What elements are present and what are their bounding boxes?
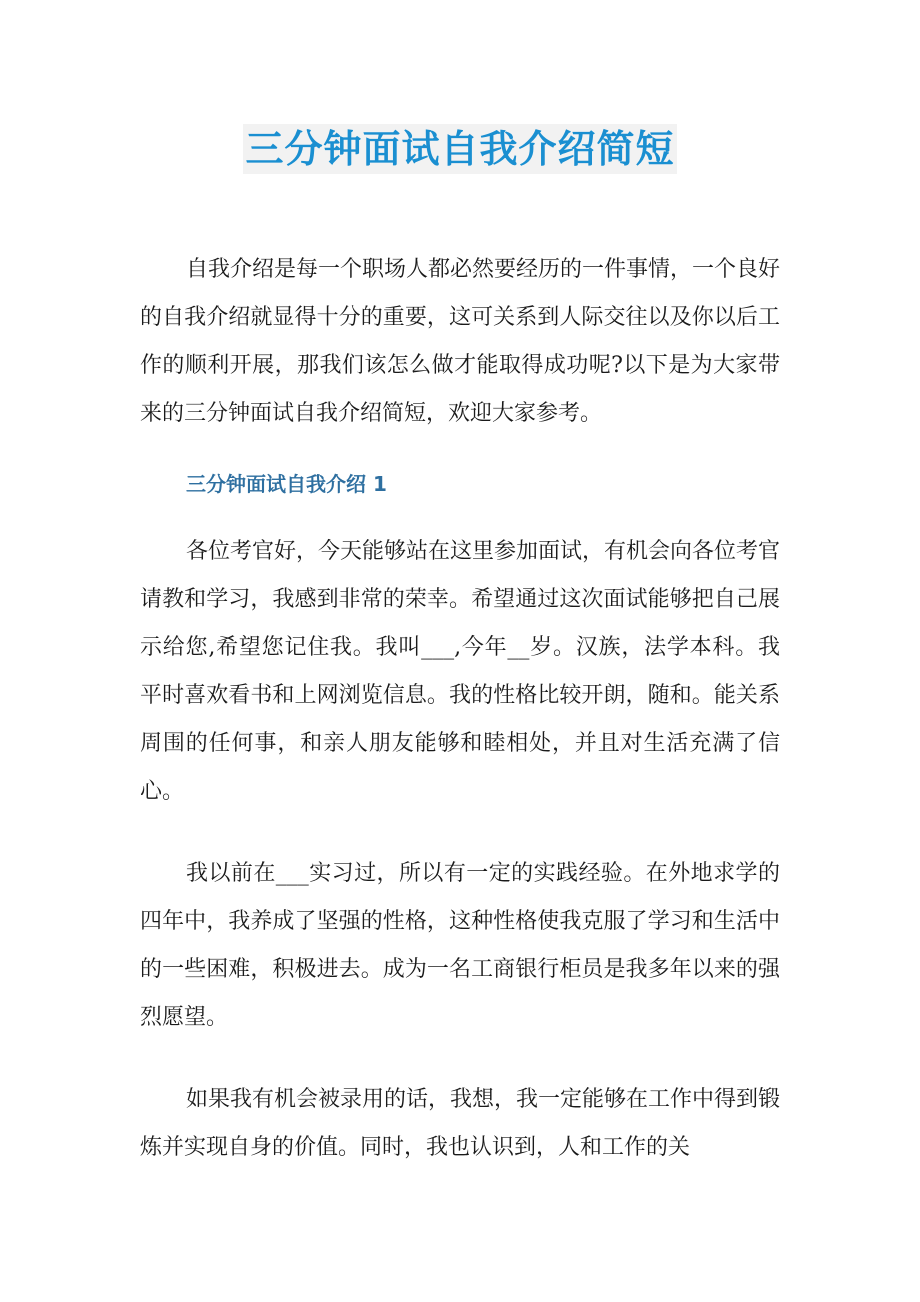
title-container: [0, 124, 920, 174]
document-body: [140, 246, 780, 1206]
intro-paragraph: 自我介绍是每一个职场人都必然要经历的一件事情，一个良好的自我介绍就显得十分的重要，这可关系到人际交往以及你以后工作的顺利开展，那我们该怎么做才能取得成功呢?以下是为大家带来的三分钟面试自我介绍简短，欢迎大家参考。: [140, 257, 781, 426]
body-paragraph-3: 如果我有机会被录用的话，我想，我一定能够在工作中得到锻炼并实现自身的价值。同时，我也认识到，人和工作的关: [140, 1087, 781, 1160]
page-title: 三分钟面试自我介绍简短: [243, 124, 676, 174]
body-paragraph-1: 各位考官好，今天能够站在这里参加面试，有机会向各位考官请教和学习，我感到非常的荣幸。希望通过这次面试能够把自己展示给您,希望您记住我。我叫___,今年__岁。汉族，法学本科。我平时喜欢看书和上网浏览信息。我的性格比较开朗，随和。能关系周围的任何事，和亲人朋友能够和睦相处，并且对生活充满了信心。: [140, 539, 781, 804]
body-paragraph-2: 我以前在___实习过，所以有一定的实践经验。在外地求学的四年中，我养成了坚强的性格，这种性格使我克服了学习和生活中的一些困难，积极进去。成为一名工商银行柜员是我多年以来的强烈愿望。: [140, 861, 780, 1030]
section-heading: 三分钟面试自我介绍 1: [186, 472, 387, 496]
